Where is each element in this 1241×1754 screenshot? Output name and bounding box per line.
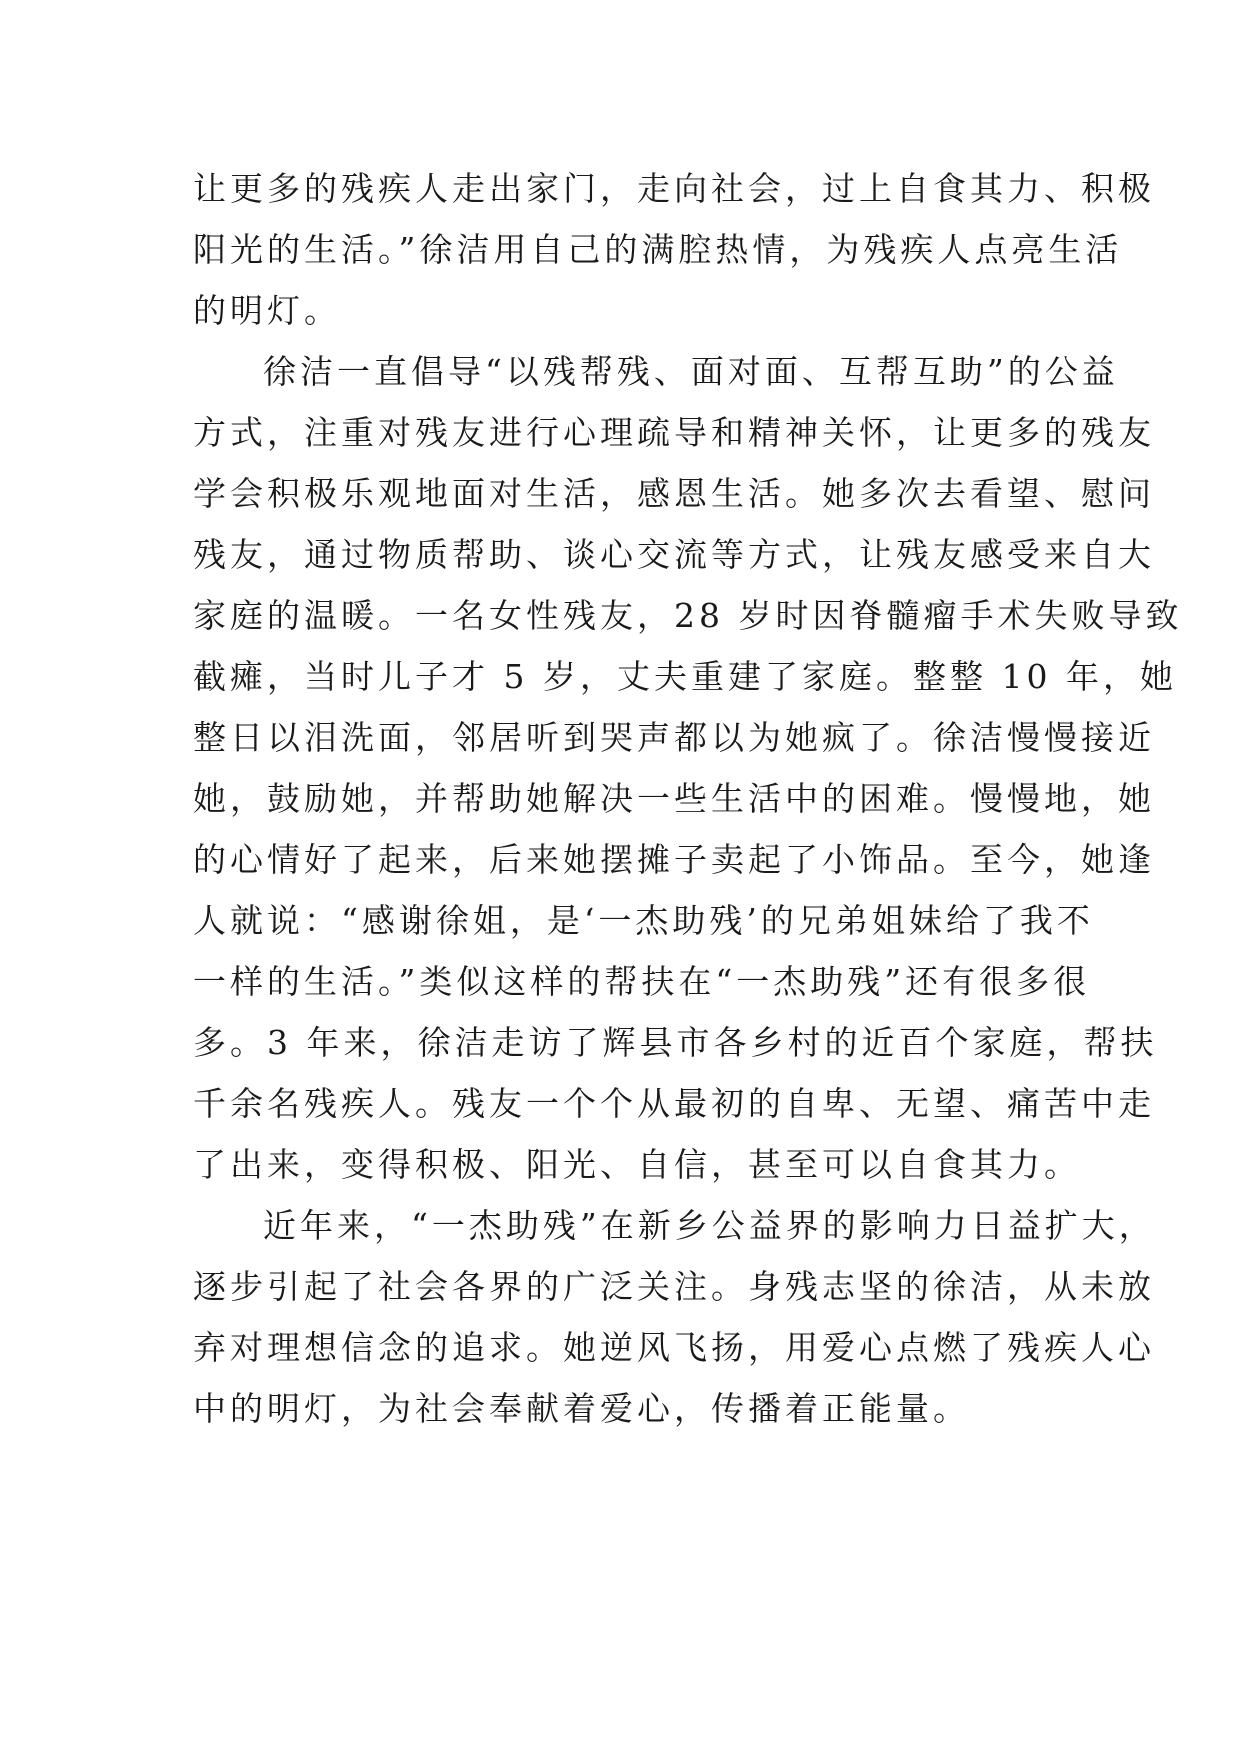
text-line: 残友，通过物质帮助、谈心交流等方式，让残友感受来自大 [193, 535, 1155, 574]
text-line: 一样的生活。”类似这样的帮扶在“一杰助残”还有很多很 [193, 962, 1091, 1001]
text-line: 学会积极乐观地面对生活，感恩生活。她多次去看望、慰问 [193, 474, 1155, 513]
text-line: 人就说：“感谢徐姐，是‘一杰助残’的兄弟姐妹给了我不 [193, 901, 1094, 940]
text-line: 让更多的残疾人走出家门，走向社会，过上自食其力、积极 [193, 169, 1155, 208]
text-line: 了出来，变得积极、阳光、自信，甚至可以自食其力。 [193, 1145, 1081, 1184]
text-line: 方式，注重对残友进行心理疏导和精神关怀，让更多的残友 [193, 413, 1155, 452]
text-line: 中的明灯，为社会奉献着爱心，传播着正能量。 [193, 1389, 970, 1428]
text-line: 家庭的温暖。一名女性残友，28 岁时因脊髓瘤手术失败导致 [193, 596, 1183, 635]
text-line: 弃对理想信念的追求。她逆风飞扬，用爱心点燃了残疾人心 [193, 1328, 1155, 1367]
text-line: 逐步引起了社会各界的广泛关注。身残志坚的徐洁，从未放 [193, 1267, 1155, 1306]
text-line: 截瘫，当时儿子才 5 岁，丈夫重建了家庭。整整 10 年，她 [193, 657, 1177, 696]
text-line: 的心情好了起来，后来她摆摊子卖起了小饰品。至今，她逢 [193, 840, 1155, 879]
text-line: 整日以泪洗面，邻居听到哭声都以为她疯了。徐洁慢慢接近 [193, 718, 1155, 757]
paragraph-start-line: 徐洁一直倡导“以残帮残、面对面、互帮互助”的公益 [263, 352, 1119, 391]
paragraph-start-line: 近年来，“一杰助残”在新乡公益界的影响力日益扩大， [263, 1206, 1156, 1245]
text-line: 千余名残疾人。残友一个个从最初的自卑、无望、痛苦中走 [193, 1084, 1155, 1123]
text-line: 她，鼓励她，并帮助她解决一些生活中的困难。慢慢地，她 [193, 779, 1155, 818]
text-line: 多。3 年来，徐洁走访了辉县市各乡村的近百个家庭，帮扶 [193, 1023, 1158, 1062]
text-line: 的明灯。 [193, 291, 341, 330]
article-body [193, 158, 1183, 1439]
text-line: 阳光的生活。”徐洁用自己的满腔热情，为残疾人点亮生活 [193, 230, 1123, 269]
